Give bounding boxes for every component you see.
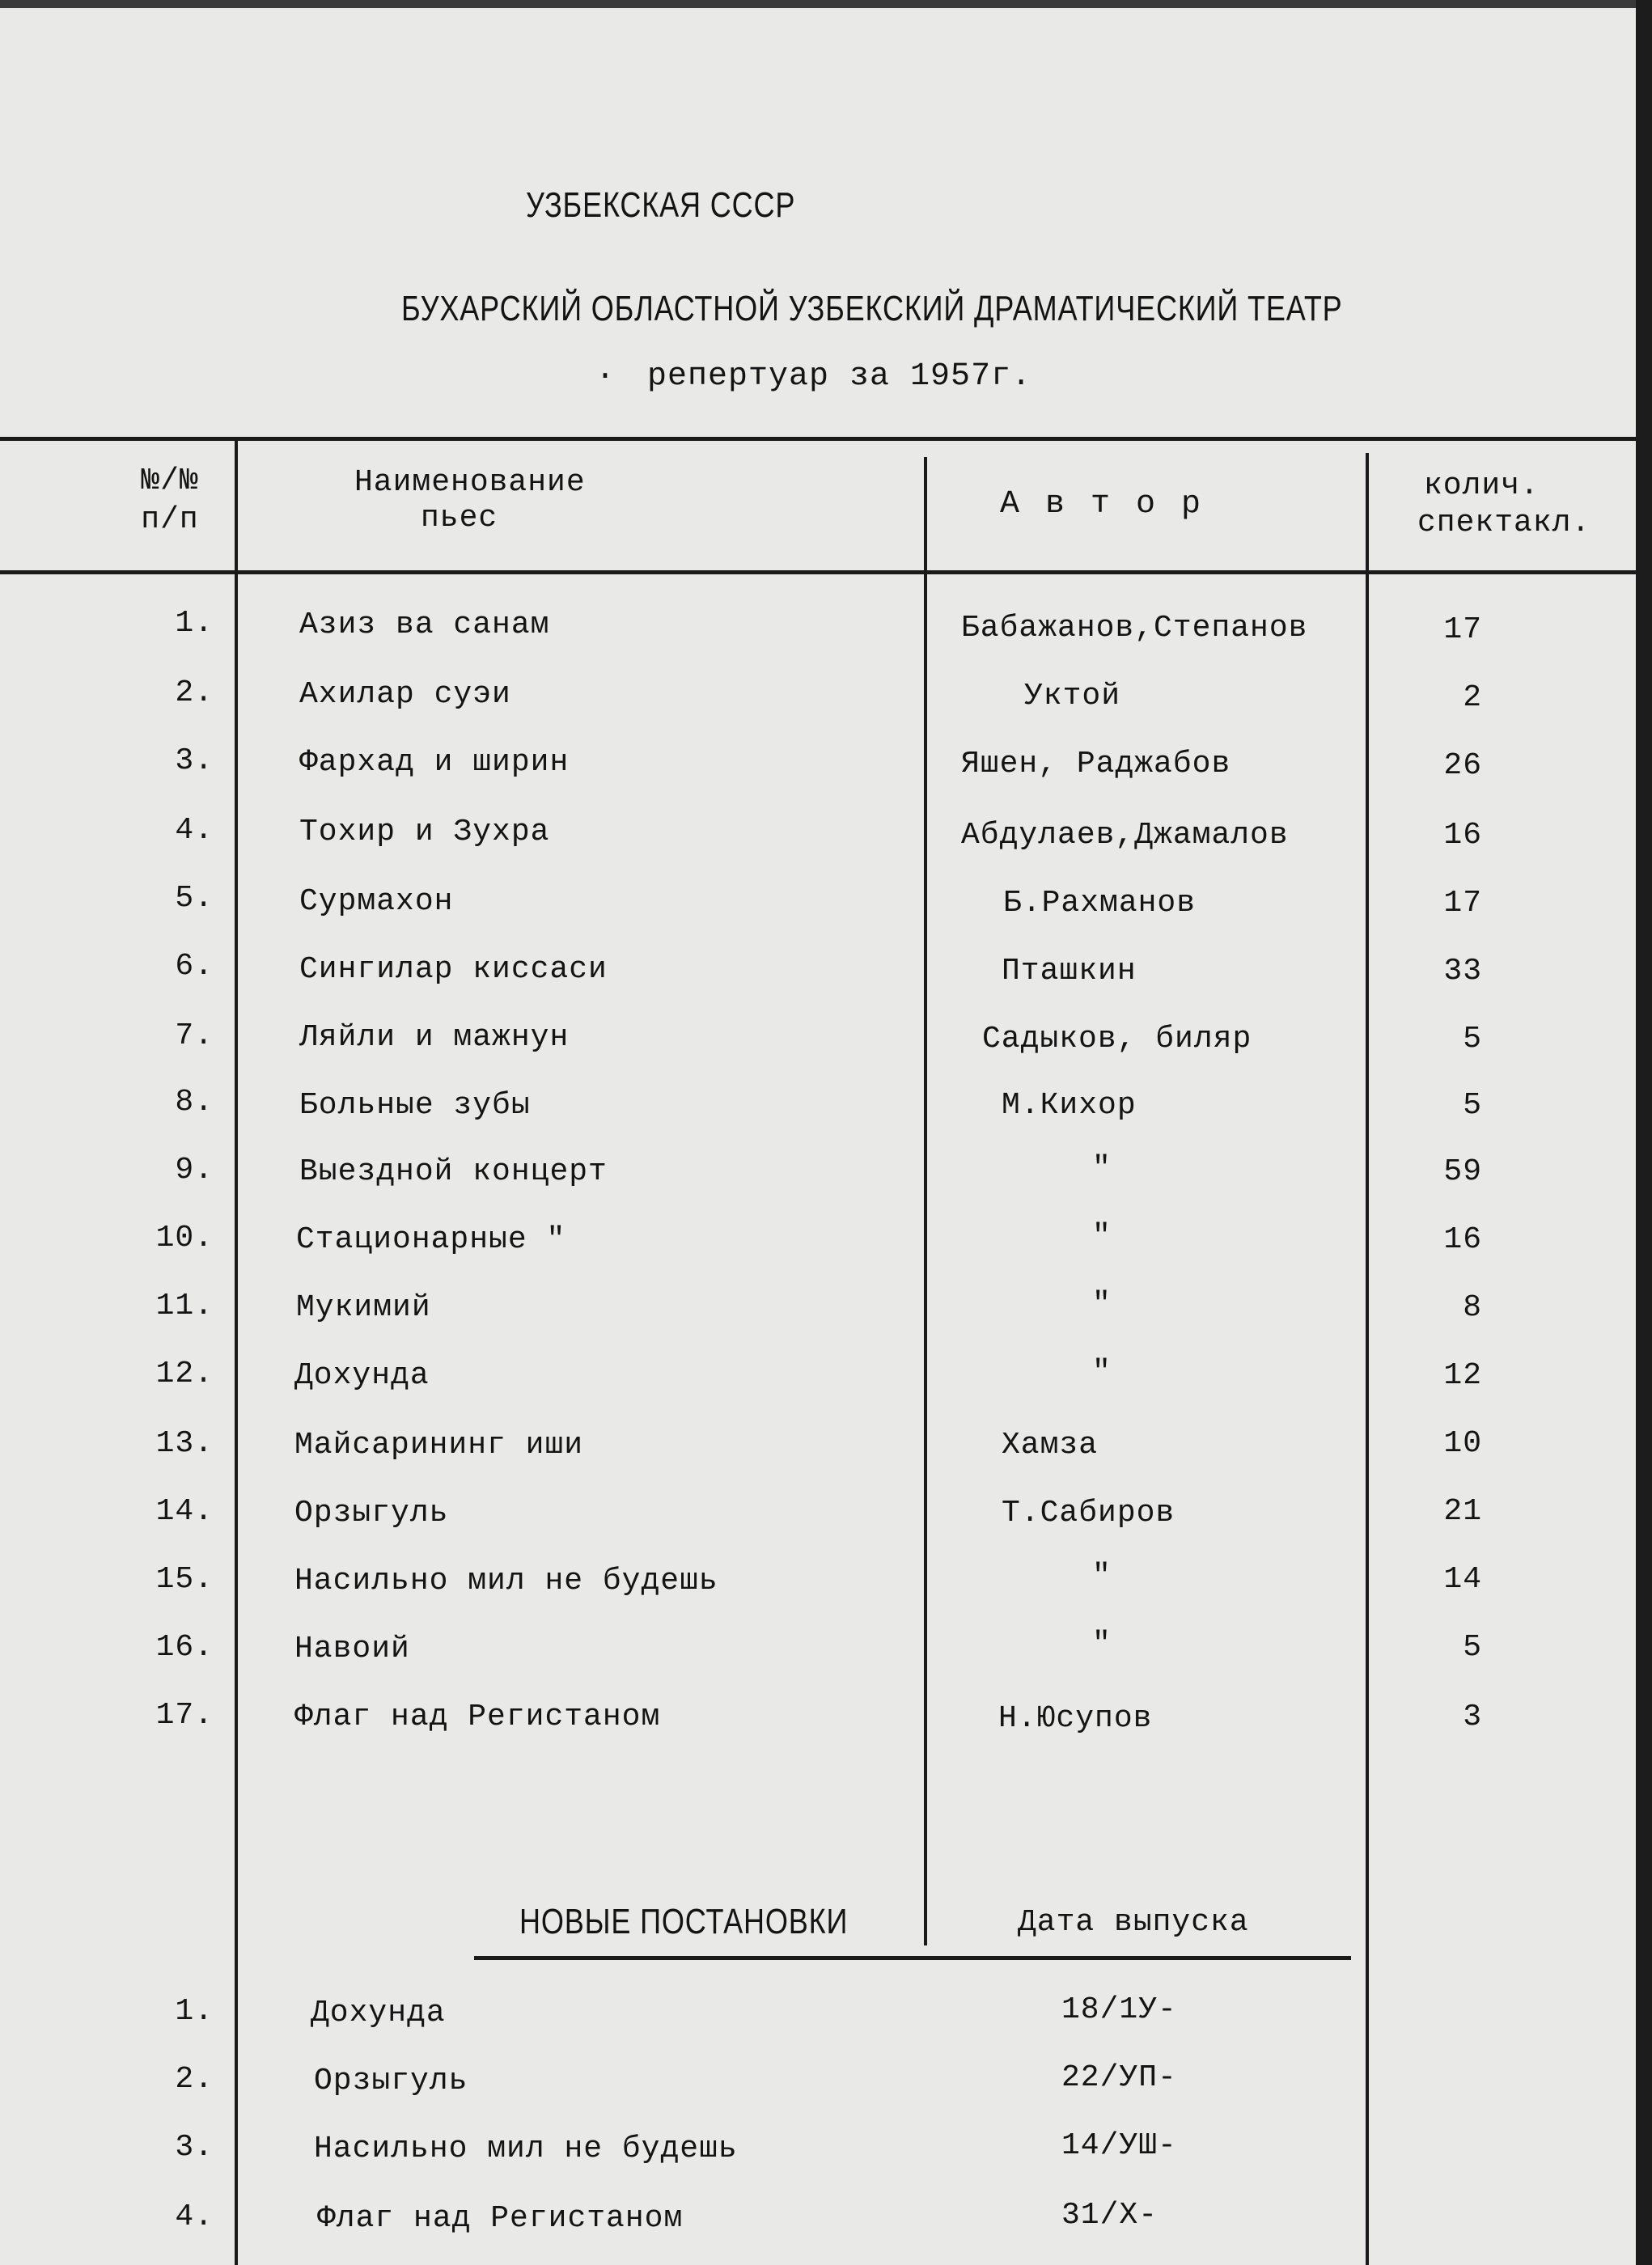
col-num-header-line2: п/п <box>141 502 199 537</box>
play-author: Т.Сабиров <box>1002 1496 1175 1530</box>
play-title: Навоий <box>294 1632 410 1666</box>
play-title: Азиз ва санам <box>299 608 550 642</box>
column-divider-1 <box>235 437 238 2265</box>
column-divider-3 <box>1366 453 1369 2265</box>
row-number: 17. <box>155 1698 214 1733</box>
row-number: 3. <box>175 2130 214 2165</box>
play-author: " <box>1092 1355 1112 1390</box>
col-count-header-line2: спектакл. <box>1417 506 1591 540</box>
row-number: 2. <box>175 2062 214 2097</box>
row-number: 1. <box>175 1994 214 2029</box>
row-number: 1. <box>175 606 214 641</box>
play-author: Пташкин <box>1002 954 1137 989</box>
row-number: 8. <box>175 1085 214 1120</box>
play-title: Насильно мил не будешь <box>294 1564 718 1598</box>
republic-heading: УЗБЕКСКАЯ СССР <box>526 185 796 225</box>
performance-count: 5 <box>1463 1630 1482 1665</box>
production-title: Флаг над Регистаном <box>317 2201 684 2236</box>
play-author: Садыков, биляр <box>982 1022 1252 1056</box>
play-author: М.Кихор <box>1002 1088 1137 1123</box>
row-number: 9. <box>175 1153 214 1188</box>
play-author: Яшен, Раджабов <box>961 747 1231 781</box>
row-number: 15. <box>155 1562 214 1597</box>
row-number: 2. <box>175 675 214 710</box>
play-author: Абдулаев,Джамалов <box>961 818 1289 853</box>
performance-count: 2 <box>1463 680 1482 715</box>
play-author: Уктой <box>1024 679 1121 713</box>
row-number: 14. <box>155 1494 214 1529</box>
release-date: 18/1У- <box>1061 1992 1177 2027</box>
row-number: 4. <box>175 813 214 848</box>
play-author: Н.Юсупов <box>998 1701 1153 1736</box>
performance-count: 17 <box>1443 886 1482 921</box>
performance-count: 17 <box>1443 612 1482 647</box>
play-title: Стационарные " <box>296 1222 566 1257</box>
performance-count: 16 <box>1443 818 1482 853</box>
table-top-rule <box>0 437 1636 441</box>
release-date: 22/УП- <box>1061 2060 1177 2095</box>
play-title: Дохунда <box>294 1358 430 1393</box>
play-author: Хамза <box>1002 1428 1099 1463</box>
col-title-header-line1: Наименование <box>354 465 586 500</box>
row-number: 5. <box>175 881 214 916</box>
play-author: " <box>1092 1151 1112 1186</box>
theatre-heading: БУХАРСКИЙ ОБЛАСТНОЙ УЗБЕКСКИЙ ДРАМАТИЧЕСКИЙ ТЕАТР <box>401 289 1343 328</box>
performance-count: 8 <box>1463 1290 1482 1325</box>
scan-top-edge <box>0 0 1652 8</box>
performance-count: 12 <box>1443 1358 1482 1393</box>
col-title-header-line2: пьес <box>421 501 498 536</box>
performance-count: 33 <box>1443 954 1482 989</box>
production-title: Насильно мил не будешь <box>314 2132 738 2166</box>
row-number: 16. <box>155 1630 214 1665</box>
production-title: Орзыгуль <box>314 2064 468 2098</box>
row-number: 4. <box>175 2199 214 2234</box>
performance-count: 10 <box>1443 1426 1482 1461</box>
performance-count: 26 <box>1443 748 1482 783</box>
table-header-rule <box>0 570 1636 574</box>
col-author-header: А в т о р <box>1000 486 1205 523</box>
column-divider-2 <box>924 457 927 1945</box>
document-page <box>0 8 1636 2265</box>
play-title: Орзыгуль <box>294 1496 449 1530</box>
play-title: Майсарининг иши <box>294 1428 584 1463</box>
new-productions-rule <box>474 1956 1351 1960</box>
play-title: Больные зубы <box>299 1088 531 1123</box>
row-number: 13. <box>155 1426 214 1461</box>
play-author: " <box>1092 1219 1112 1254</box>
col-count-header-line1: колич. <box>1424 468 1540 503</box>
new-productions-heading: НОВЫЕ ПОСТАНОВКИ <box>519 1902 849 1941</box>
play-title: Фархад и ширин <box>299 745 570 780</box>
col-num-header-line1: №/№ <box>141 464 199 498</box>
play-title: Ляйли и мажнун <box>299 1020 570 1055</box>
performance-count: 21 <box>1443 1494 1482 1529</box>
row-number: 3. <box>175 743 214 778</box>
play-author: " <box>1092 1627 1112 1662</box>
row-number: 11. <box>155 1289 214 1323</box>
row-number: 12. <box>155 1357 214 1391</box>
play-author: " <box>1092 1559 1112 1594</box>
performance-count: 59 <box>1443 1154 1482 1189</box>
performance-count: 3 <box>1463 1700 1482 1734</box>
row-number: 10. <box>155 1221 214 1255</box>
play-title: Выездной концерт <box>299 1154 608 1189</box>
play-title: Сурмахон <box>299 884 454 919</box>
play-title: Ахилар суэи <box>299 677 511 712</box>
performance-count: 5 <box>1463 1022 1482 1056</box>
play-author: Бабажанов,Степанов <box>961 611 1308 646</box>
play-title: Флаг над Регистаном <box>294 1700 661 1734</box>
play-title: Сингилар киссаси <box>299 952 608 987</box>
scan-right-edge <box>1636 0 1652 2265</box>
performance-count: 14 <box>1443 1562 1482 1597</box>
row-number: 6. <box>175 949 214 984</box>
release-date: 31/Х- <box>1061 2198 1159 2233</box>
play-title: Тохир и Зухра <box>299 815 550 849</box>
performance-count: 16 <box>1443 1222 1482 1257</box>
release-date-heading: Дата выпуска <box>1018 1905 1249 1940</box>
performance-count: 5 <box>1463 1088 1482 1123</box>
release-date: 14/УШ- <box>1061 2128 1177 2163</box>
dot-mark: · <box>595 358 616 395</box>
play-author: " <box>1092 1287 1112 1322</box>
row-number: 7. <box>175 1018 214 1053</box>
production-title: Дохунда <box>311 1996 446 2030</box>
subtitle: репертуар за 1957г. <box>647 358 1032 395</box>
play-title: Мукимий <box>296 1290 431 1325</box>
play-author: Б.Рахманов <box>1003 886 1197 921</box>
